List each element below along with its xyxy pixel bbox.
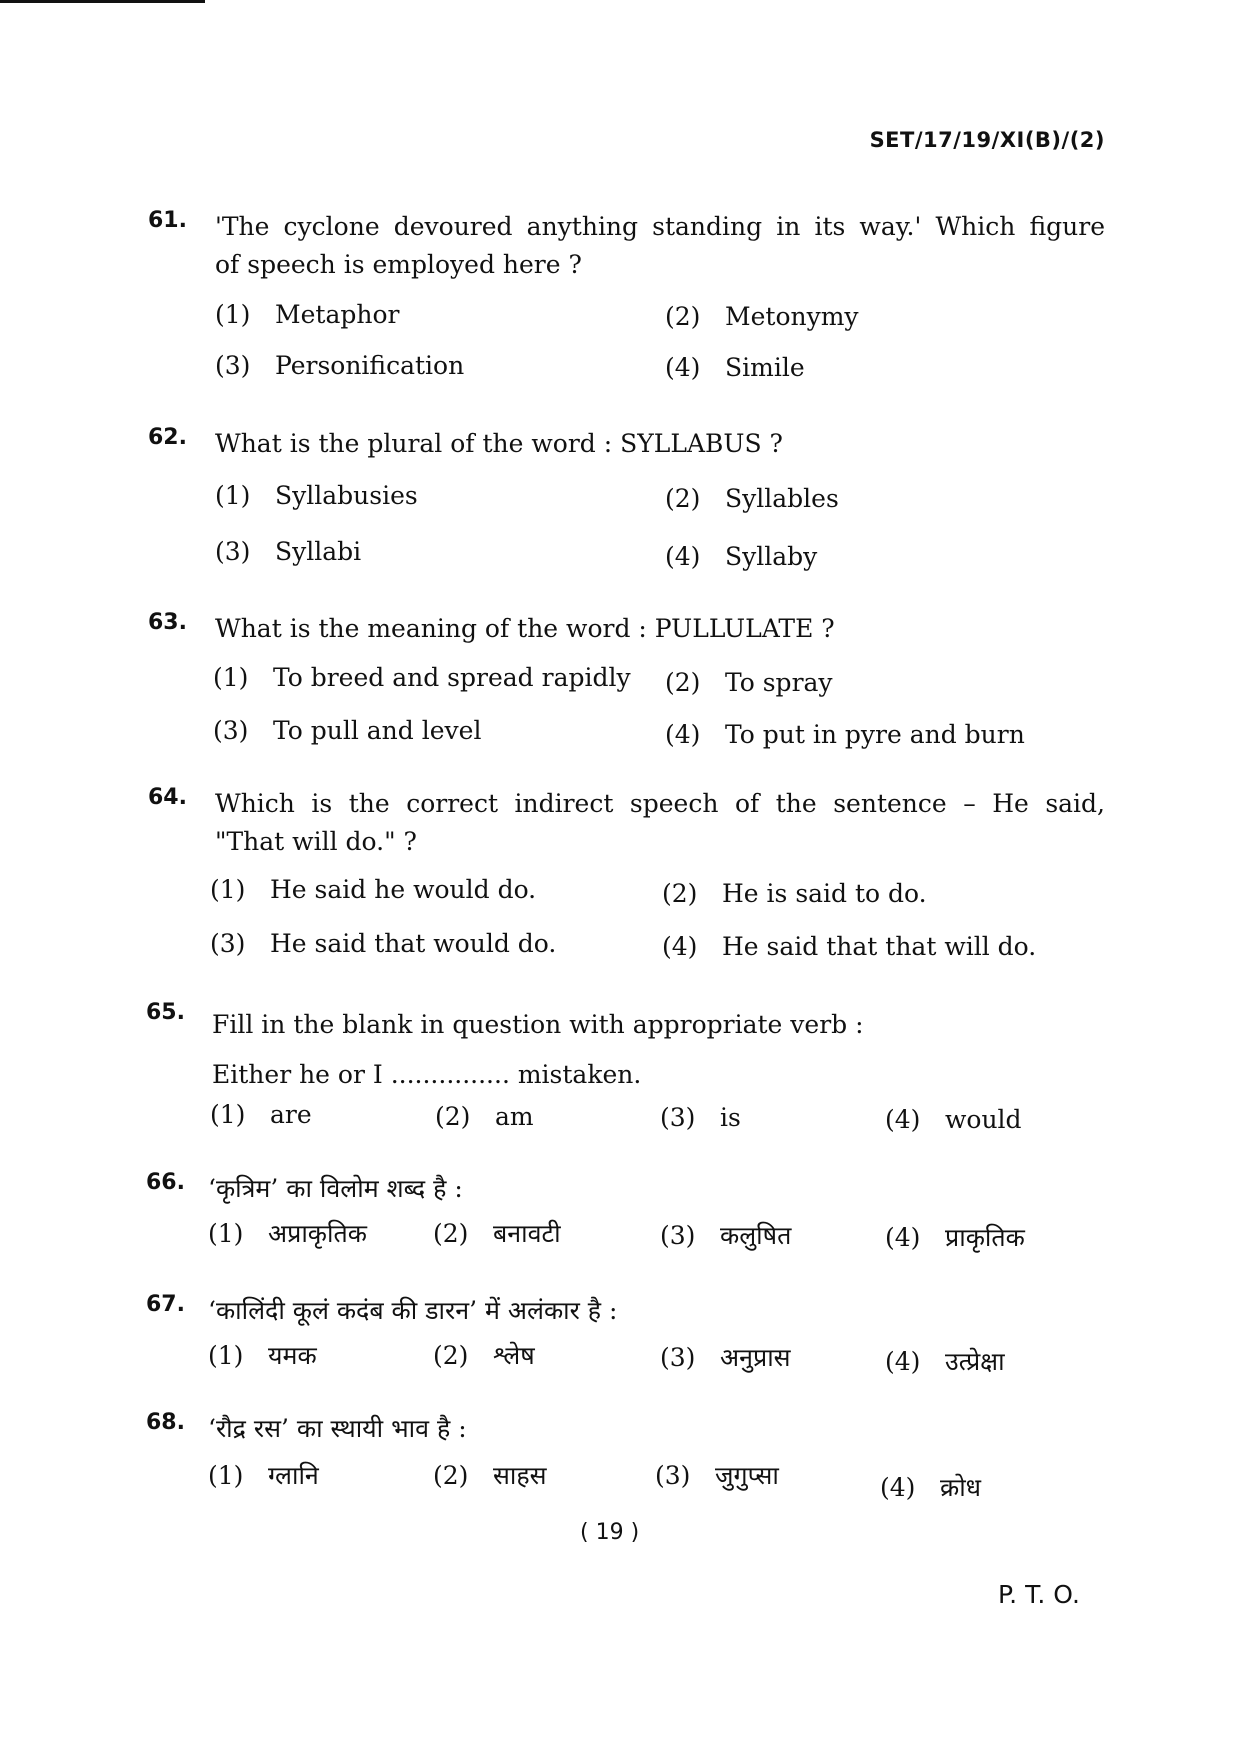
option-text: are — [270, 1100, 312, 1129]
option-4 — [665, 542, 817, 571]
option-number: (3) — [215, 351, 251, 380]
option-3 — [660, 1340, 791, 1374]
question-text — [208, 1410, 1098, 1448]
question-number: 67. — [146, 1292, 185, 1317]
option-2 — [662, 879, 927, 908]
option-text: To breed and spread rapidly — [273, 663, 631, 692]
question-line: "That will do." ? — [215, 827, 417, 856]
option-number: (2) — [433, 1461, 469, 1490]
option-number: (4) — [885, 1347, 921, 1376]
option-3 — [215, 537, 361, 566]
option-1 — [213, 663, 631, 692]
option-number: (4) — [665, 353, 701, 382]
option-number: (4) — [885, 1223, 921, 1252]
option-number: (2) — [433, 1341, 469, 1370]
option-number: (1) — [215, 481, 251, 510]
option-text: He said he would do. — [270, 875, 537, 904]
option-4 — [885, 1220, 1025, 1254]
option-3 — [210, 929, 556, 958]
question-line: Fill in the blank in question with appropriate verb : — [212, 1010, 864, 1039]
option-text: कलुषित — [720, 1221, 792, 1250]
option-2 — [433, 1338, 535, 1372]
option-2 — [435, 1102, 534, 1131]
option-text: He said that would do. — [270, 929, 557, 958]
option-number: (1) — [208, 1219, 244, 1248]
option-number: (3) — [660, 1221, 696, 1250]
option-number: (4) — [885, 1105, 921, 1134]
question-text — [215, 425, 1105, 463]
question-line: Which is the correct indirect speech of the sentence – He said, — [215, 789, 1105, 818]
option-number: (3) — [215, 537, 251, 566]
option-text: बनावटी — [493, 1219, 561, 1248]
question-line: What is the plural of the word : SYLLABUS ? — [215, 429, 783, 458]
option-number: (3) — [660, 1103, 696, 1132]
option-text: प्राकृतिक — [945, 1223, 1025, 1252]
option-4 — [662, 932, 1036, 961]
question-line: Either he or I ............... mistaken. — [212, 1060, 642, 1089]
option-2 — [665, 668, 833, 697]
option-number: (4) — [665, 720, 701, 749]
option-1 — [208, 1338, 317, 1372]
option-text: अप्राकृतिक — [268, 1219, 367, 1248]
question-line: 'The cyclone devoured anything standing in its way.' Which figure — [215, 212, 1105, 241]
option-number: (1) — [210, 875, 246, 904]
question-number: 61. — [148, 208, 187, 233]
option-text: am — [495, 1102, 534, 1131]
option-2 — [665, 302, 859, 331]
option-4 — [880, 1470, 981, 1504]
option-number: (1) — [215, 300, 251, 329]
option-text: Metonymy — [725, 302, 859, 331]
question-text — [215, 610, 1105, 648]
question-line: ‘रौद्र रस’ का स्थायी भाव है : — [208, 1414, 467, 1443]
option-number: (4) — [662, 932, 698, 961]
question-line: What is the meaning of the word : PULLULATE ? — [215, 614, 835, 643]
option-number: (3) — [660, 1343, 696, 1372]
option-2 — [433, 1458, 547, 1492]
option-number: (2) — [665, 302, 701, 331]
question-text — [208, 1170, 1098, 1208]
option-number: (2) — [665, 484, 701, 513]
question-number: 68. — [146, 1410, 185, 1435]
option-number: (2) — [662, 879, 698, 908]
option-text: उत्प्रेक्षा — [945, 1347, 1005, 1376]
option-3 — [213, 716, 481, 745]
question-text — [208, 1292, 1098, 1330]
option-text: To put in pyre and burn — [725, 720, 1025, 749]
option-1 — [215, 300, 399, 329]
option-text: क्रोध — [940, 1473, 982, 1502]
option-1 — [210, 1100, 312, 1129]
option-text: To spray — [725, 668, 833, 697]
option-text: Syllaby — [725, 542, 818, 571]
option-text: Simile — [725, 353, 805, 382]
option-number: (3) — [655, 1461, 691, 1490]
option-text: Personification — [275, 351, 465, 380]
option-1 — [208, 1216, 367, 1250]
question-line: ‘कृत्रिम’ का विलोम शब्द है : — [208, 1174, 463, 1203]
option-1 — [210, 875, 536, 904]
option-1 — [215, 481, 418, 510]
question-number: 65. — [146, 1000, 185, 1025]
question-text — [215, 208, 1105, 284]
option-text: To pull and level — [273, 716, 482, 745]
option-text: Syllabi — [275, 537, 362, 566]
option-3 — [655, 1458, 779, 1492]
option-text: अनुप्रास — [720, 1343, 791, 1372]
option-text: would — [945, 1105, 1022, 1134]
option-text: is — [720, 1103, 741, 1132]
question-number: 62. — [148, 425, 187, 450]
option-2 — [665, 484, 839, 513]
option-text: He said that that will do. — [722, 932, 1037, 961]
option-3 — [660, 1103, 741, 1132]
option-number: (1) — [208, 1341, 244, 1370]
question-text — [215, 785, 1105, 861]
option-3 — [660, 1218, 791, 1252]
option-4 — [885, 1344, 1005, 1378]
option-text: Metaphor — [275, 300, 400, 329]
option-4 — [885, 1105, 1022, 1134]
option-number: (1) — [208, 1461, 244, 1490]
page-number: ( 19 ) — [580, 1520, 640, 1545]
question-number: 66. — [146, 1170, 185, 1195]
option-text: ग्लानि — [268, 1461, 319, 1490]
option-number: (2) — [665, 668, 701, 697]
question-number: 63. — [148, 610, 187, 635]
option-3 — [215, 351, 464, 380]
option-text: He is said to do. — [722, 879, 927, 908]
option-text: Syllabusies — [275, 481, 418, 510]
question-line: of speech is employed here ? — [215, 250, 582, 279]
option-text: श्लेष — [493, 1341, 535, 1370]
set-code: SET/17/19/XI(B)/(2) — [869, 128, 1105, 152]
option-number: (1) — [213, 663, 249, 692]
option-number: (2) — [435, 1102, 471, 1131]
question-line: ‘कालिंदी कूलं कदंब की डारन’ में अलंकार है : — [208, 1296, 618, 1325]
option-text: जुगुप्सा — [715, 1461, 779, 1490]
option-text: Syllables — [725, 484, 839, 513]
option-number: (4) — [880, 1473, 916, 1502]
option-4 — [665, 720, 1025, 749]
option-4 — [665, 353, 805, 382]
option-number: (4) — [665, 542, 701, 571]
option-text: साहस — [493, 1461, 547, 1490]
option-number: (2) — [433, 1219, 469, 1248]
pto-mark: P. T. O. — [998, 1580, 1080, 1609]
option-number: (3) — [213, 716, 249, 745]
corner-mark — [0, 0, 205, 3]
option-text: यमक — [268, 1341, 317, 1370]
option-number: (1) — [210, 1100, 246, 1129]
option-number: (3) — [210, 929, 246, 958]
question-text — [212, 1000, 1102, 1100]
question-number: 64. — [148, 785, 187, 810]
option-1 — [208, 1458, 319, 1492]
option-2 — [433, 1216, 561, 1250]
